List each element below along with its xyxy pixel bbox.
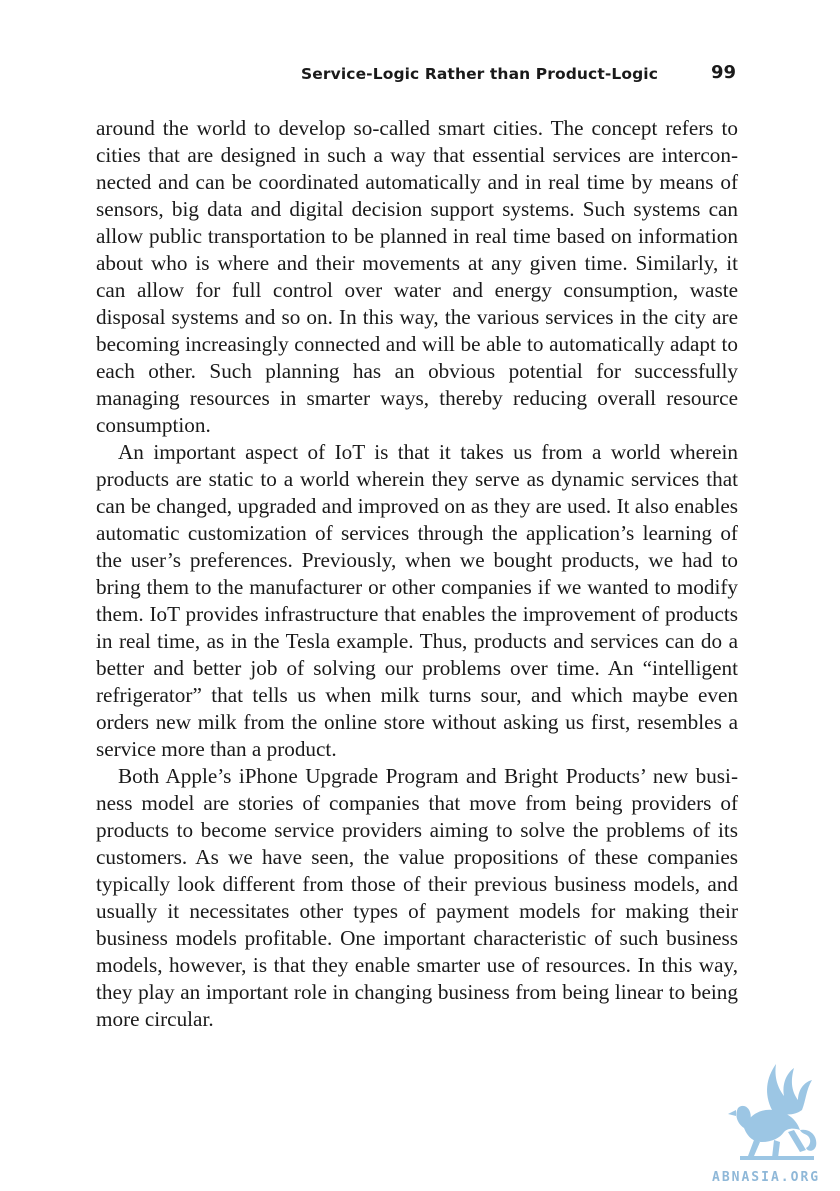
running-title: Service-Logic Rather than Product-Logic	[301, 65, 658, 83]
body-text	[96, 115, 738, 1033]
running-head	[96, 62, 738, 88]
page-number: 99	[710, 62, 736, 83]
paragraph-1: around the world to develop so-called smart cities. The concept refers to cities that are designed in such a way that essential services are interconnected and can be coordinated automatically and in real time by means of sensors, big data and digital decision support systems. Such systems can allow public transportation to be planned in real time based on information about who is where and their movements at any given time. Similarly, it can allow for full control over water and energy consumption, waste disposal systems and so on. In this way, the various services in the city are becoming increasingly connected and will be able to automatically adapt to each other. Such planning has an obvious potential for successfully managing resources in smarter ways, thereby reducing overall resource consumption.	[96, 116, 738, 437]
paragraph-3: Both Apple’s iPhone Upgrade Program and Bright Products’ new business model are stories of companies that move from being providers of products to become service providers aiming to solve the problems of its customers. As we have seen, the value propositions of these companies typically look different from those of their previous business models, and usually it necessitates other types of payment models for making their business models profitable. One important characteristic of such business models, however, is that they enable smarter use of resources. In this way, they play an important role in changing business from being linear to being more circular.	[96, 764, 738, 1031]
watermark	[700, 1058, 840, 1191]
paragraph-2: An important aspect of IoT is that it takes us from a world wherein products are static to a world wherein they serve as dynamic services that can be changed, upgraded and improved on as they are used. It also enables automatic customization of services through the application’s learning of the user’s preferences. Previously, when we bought products, we had to bring them to the manufacturer or other companies if we wanted to modify them. IoT provides infrastructure that enables the improvement of products in real time, as in the Tesla example. Thus, products and services can do a better and better job of solving our problems over time. An “intelligent refrigerator” that tells us when milk turns sour, and which maybe even orders new milk from the online store without asking us first, resembles a service more than a product.	[96, 440, 738, 761]
griffin-logo-icon	[714, 1058, 824, 1166]
watermark-text: ABNASIA.ORG	[712, 1170, 821, 1185]
